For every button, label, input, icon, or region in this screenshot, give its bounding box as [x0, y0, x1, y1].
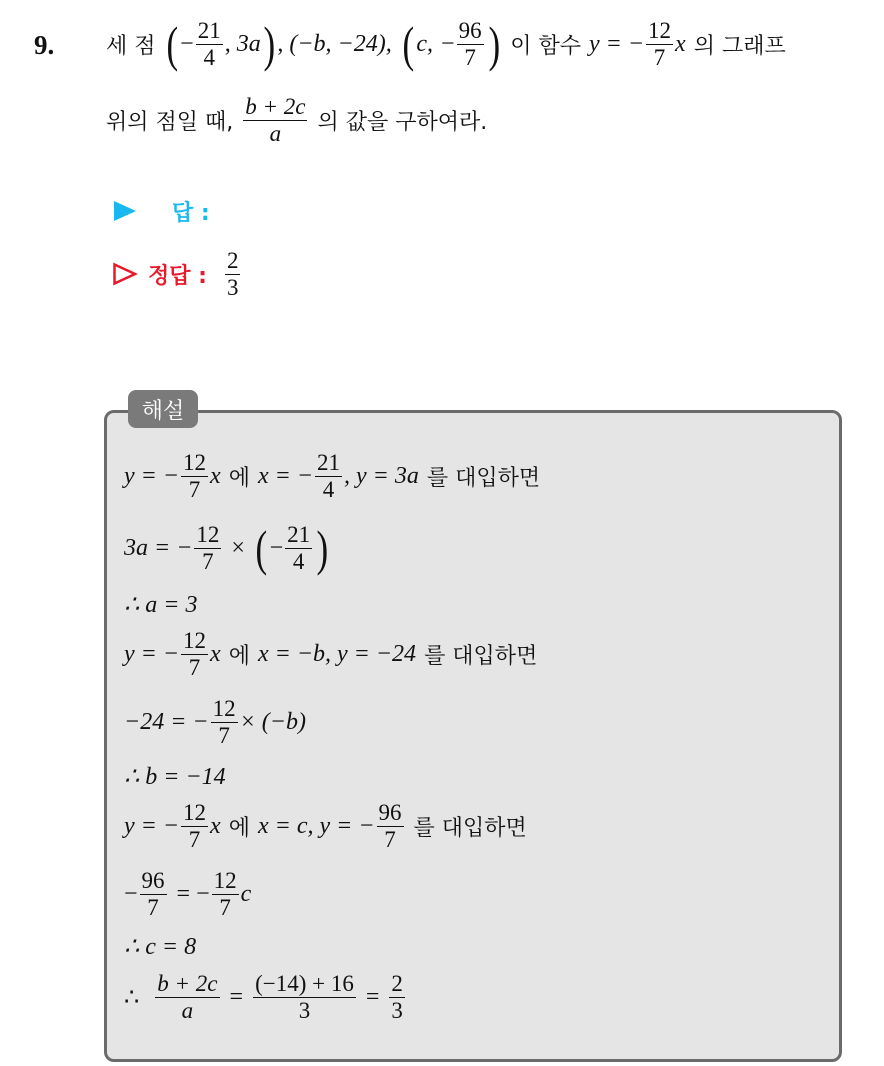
math-text: ∴	[124, 984, 140, 1011]
math-text: y = −	[124, 640, 180, 667]
math-text: −	[269, 534, 284, 561]
fraction	[389, 971, 405, 1024]
right-paren: )	[263, 16, 275, 72]
point1-neg: −	[180, 30, 194, 57]
fraction	[212, 868, 239, 921]
fraction-denominator: 3	[391, 997, 403, 1023]
correct-arrow-icon	[112, 262, 138, 286]
fraction-denominator: 7	[188, 476, 201, 502]
solution-line-5	[124, 692, 306, 752]
left-paren: (	[165, 16, 178, 72]
fraction-denominator: a	[269, 120, 282, 146]
fraction	[211, 696, 238, 749]
fraction-denominator: 7	[188, 654, 201, 680]
solution-line-6	[124, 760, 226, 792]
fraction	[181, 628, 208, 681]
fraction	[285, 522, 312, 575]
fraction-denominator: 7	[653, 44, 666, 70]
math-text: ∴ b = −14	[124, 763, 226, 790]
fraction-numerator: 12	[196, 521, 220, 547]
solution-tag: 해설	[128, 390, 198, 428]
math-text: = −	[176, 880, 210, 907]
math-text: x = c, y = −	[257, 812, 375, 839]
solution-line-7	[124, 796, 527, 856]
fraction-denominator: 7	[202, 548, 214, 574]
point1-x-fraction	[196, 18, 223, 71]
fraction-numerator: 12	[183, 799, 207, 825]
math-text: ∴ a = 3	[124, 591, 198, 618]
correct-answer-label: 정답 :	[148, 263, 207, 289]
korean-text: 에	[228, 465, 250, 491]
right-paren: )	[316, 520, 329, 576]
fraction-denominator: 7	[384, 826, 396, 852]
fraction-numerator: 12	[212, 695, 236, 721]
question-line2-pre: 위의 점일 때,	[106, 109, 234, 135]
function-lhs: y = −	[589, 30, 645, 57]
question-line-2	[106, 90, 487, 150]
math-text: x	[210, 812, 221, 839]
question-tail-1: 의 그래프	[693, 33, 786, 59]
fraction-denominator: 4	[322, 476, 335, 502]
answer-arrow-icon	[112, 199, 138, 223]
fraction-denominator: 7	[464, 44, 476, 70]
question-line-1: 세 점 ( − $\frac{21}{4}$ , 3a ) , (−b, −24), ( c, − $\frac{96}{7}$ ) 이 함수 y = − $\frac{12}{7}$ x 의 그래프	[106, 16, 786, 72]
math-text: , y = 3a	[344, 462, 419, 489]
math-text: x	[210, 640, 221, 667]
math-text: x	[210, 462, 221, 489]
math-text: c	[240, 880, 252, 907]
math-text: =	[229, 983, 244, 1010]
solution-line-4	[124, 624, 537, 684]
fraction-numerator: b + 2c	[157, 970, 218, 996]
fraction-numerator: 2	[391, 970, 403, 996]
math-text: x = −	[257, 462, 314, 489]
fraction-numerator: 96	[378, 799, 402, 825]
fraction-denominator: 7	[188, 826, 201, 852]
point3-neg: −	[441, 30, 455, 57]
korean-text: 를 대입하면	[424, 643, 538, 669]
target-expression-fraction	[243, 94, 307, 147]
math-text: × (−b)	[239, 708, 306, 735]
fraction-denominator: 7	[219, 894, 231, 920]
fraction-denominator: 4	[203, 44, 215, 70]
fraction	[181, 800, 208, 853]
fraction	[253, 971, 356, 1024]
fraction-denominator: 3	[298, 997, 311, 1023]
correct-answer-fraction	[225, 248, 241, 301]
fraction	[315, 450, 342, 503]
fraction	[194, 522, 221, 575]
fraction-numerator: 12	[213, 867, 237, 893]
fraction	[181, 450, 208, 503]
fraction-numerator: 21	[287, 521, 311, 547]
question-line2-post: 의 값을 구하여라.	[317, 109, 488, 135]
math-text: =	[365, 983, 380, 1010]
fraction-numerator: 96	[458, 17, 482, 43]
question-mid: 이 함수	[510, 33, 581, 59]
solution-line-3	[124, 588, 197, 620]
math-text: −24 = −	[124, 708, 209, 735]
math-text: y = −	[124, 812, 180, 839]
korean-text: 를 대입하면	[426, 465, 541, 491]
korean-text: 에	[228, 643, 250, 669]
fraction-denominator: 7	[218, 722, 230, 748]
fraction-numerator: 12	[183, 449, 207, 475]
korean-text: 를 대입하면	[413, 815, 527, 841]
function-var: x	[675, 30, 686, 57]
fraction-numerator: 21	[197, 17, 221, 43]
math-text: y = −	[124, 462, 180, 489]
fraction-numerator: 12	[648, 17, 672, 43]
math-text: ×	[231, 534, 245, 561]
fraction	[155, 971, 219, 1024]
fraction-numerator: 2	[226, 247, 239, 273]
math-text: x = −b, y = −24	[257, 640, 417, 667]
math-text: 3a = −	[124, 534, 193, 561]
solution-line-1	[124, 446, 540, 506]
solution-line-2	[124, 518, 331, 578]
fraction-numerator: (−14) + 16	[255, 970, 354, 996]
question-number: 9.	[34, 30, 55, 60]
right-paren: )	[488, 16, 500, 72]
point3-y-fraction	[457, 18, 484, 71]
point3-x: c,	[416, 30, 434, 57]
fraction-denominator: 7	[147, 894, 159, 920]
solution-line-10	[124, 966, 407, 1028]
fraction-numerator: 96	[141, 867, 165, 893]
math-text: ∴ c = 8	[124, 933, 197, 960]
fraction-numerator: 21	[317, 449, 341, 475]
question-intro: 세 점	[106, 33, 156, 59]
left-paren: (	[402, 16, 414, 72]
correct-answer-row	[112, 246, 242, 302]
answer-row	[112, 196, 210, 226]
fraction-denominator: 3	[226, 274, 239, 300]
answer-label: 답 :	[172, 200, 210, 226]
function-slope-fraction	[646, 18, 673, 71]
solution-line-9	[124, 930, 196, 962]
korean-text: 에	[228, 815, 250, 841]
fraction-denominator: 4	[292, 548, 305, 574]
fraction-numerator: 12	[183, 627, 207, 653]
fraction-numerator: b + 2c	[245, 93, 306, 119]
fraction-denominator: a	[181, 997, 194, 1023]
point1-y: 3a	[236, 30, 261, 57]
fraction	[377, 800, 404, 853]
fraction	[140, 868, 167, 921]
point2: (−b, −24),	[289, 30, 392, 57]
solution-line-8	[124, 864, 251, 924]
math-text: −	[124, 880, 138, 907]
left-paren: (	[255, 520, 268, 576]
